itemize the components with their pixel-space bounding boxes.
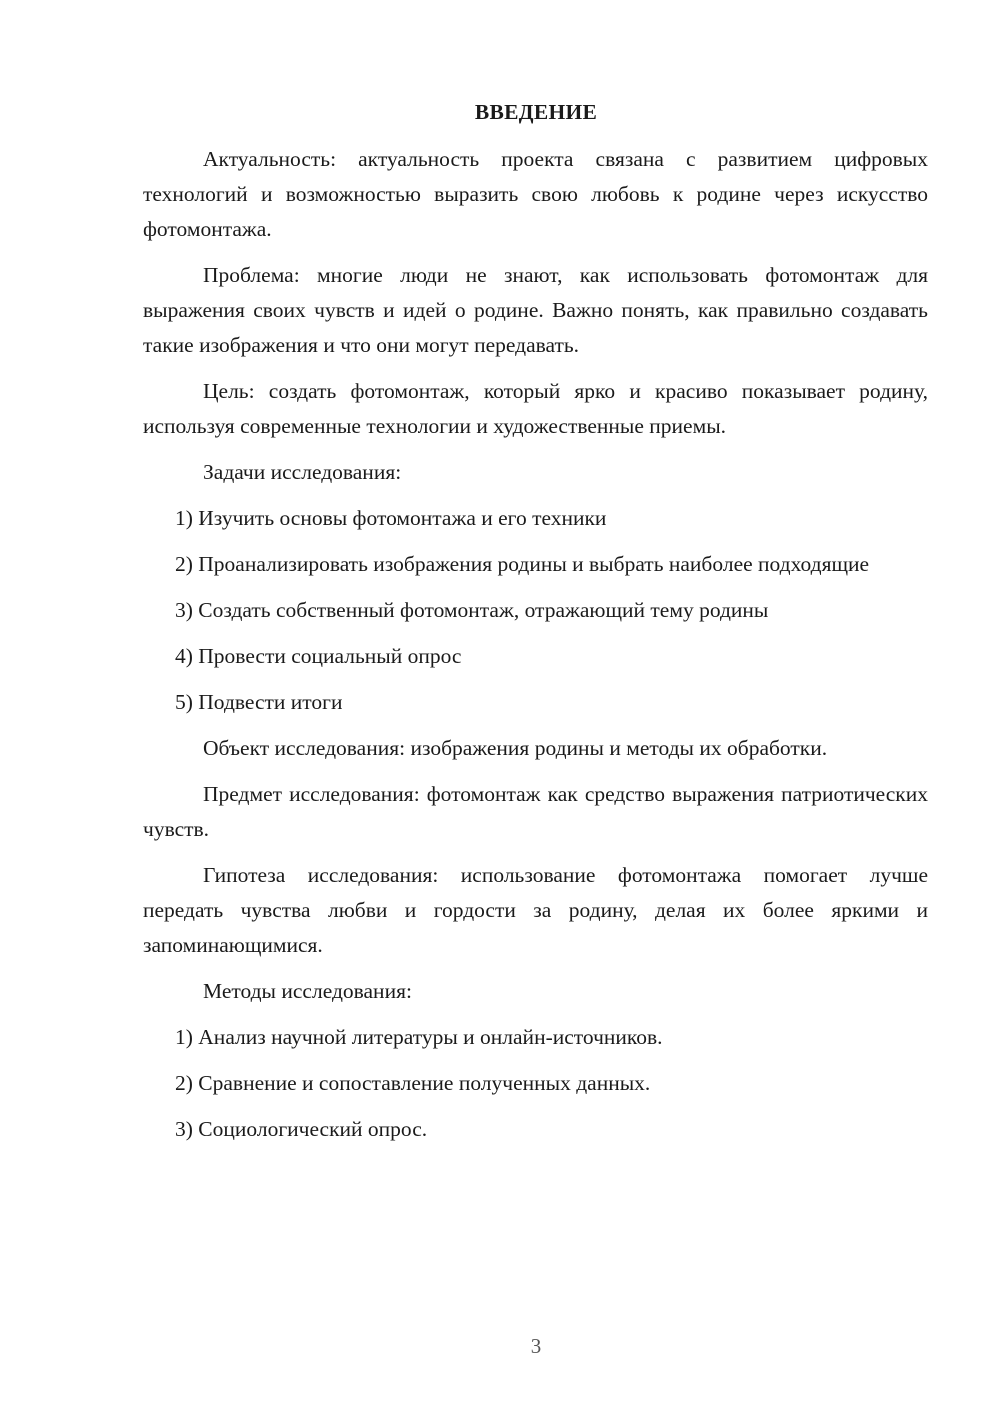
task-item: 1) Изучить основы фотомонтажа и его техники <box>175 506 607 530</box>
task-item: 5) Подвести итоги <box>175 690 343 714</box>
document-body <box>143 142 928 1158</box>
method-item: 1) Анализ научной литературы и онлайн-источников. <box>175 1025 663 1049</box>
method-item: 2) Сравнение и сопоставление полученных данных. <box>175 1071 651 1095</box>
task-item: 2) Проанализировать изображения родины и выбрать наиболее подходящие <box>175 552 870 576</box>
task-item: 4) Провести социальный опрос <box>175 644 462 668</box>
method-item: 3) Социологический опрос. <box>175 1117 428 1141</box>
task-item: 3) Создать собственный фотомонтаж, отражающий тему родины <box>175 598 769 622</box>
paragraph-goal: Цель: создать фотомонтаж, который ярко и красиво показывает родину, используя современные технологии и художественные приемы. <box>143 379 928 438</box>
page-number: 3 <box>530 1334 542 1358</box>
methods-heading: Методы исследования: <box>203 979 412 1003</box>
page-title: ВВЕДЕНИЕ <box>474 100 598 124</box>
paragraph-relevance: Актуальность: актуальность проекта связана с развитием цифровых технологий и возможностью выразить свою любовь к родине через искусство фотомонтажа. <box>143 147 928 241</box>
paragraph-object: Объект исследования: изображения родины и методы их обработки. <box>203 736 828 760</box>
paragraph-subject: Предмет исследования: фотомонтаж как средство выражения патриотических чувств. <box>143 782 928 841</box>
paragraph-hypothesis: Гипотеза исследования: использование фотомонтажа помогает лучше передать чувства любви и гордости за родину, делая их более яркими и запоминающимися. <box>143 863 928 957</box>
tasks-heading: Задачи исследования: <box>203 460 402 484</box>
paragraph-problem: Проблема: многие люди не знают, как использовать фотомонтаж для выражения своих чувств и идей о родине. Важно понять, как правильно создавать такие изображения и что они могут передавать. <box>143 263 928 357</box>
